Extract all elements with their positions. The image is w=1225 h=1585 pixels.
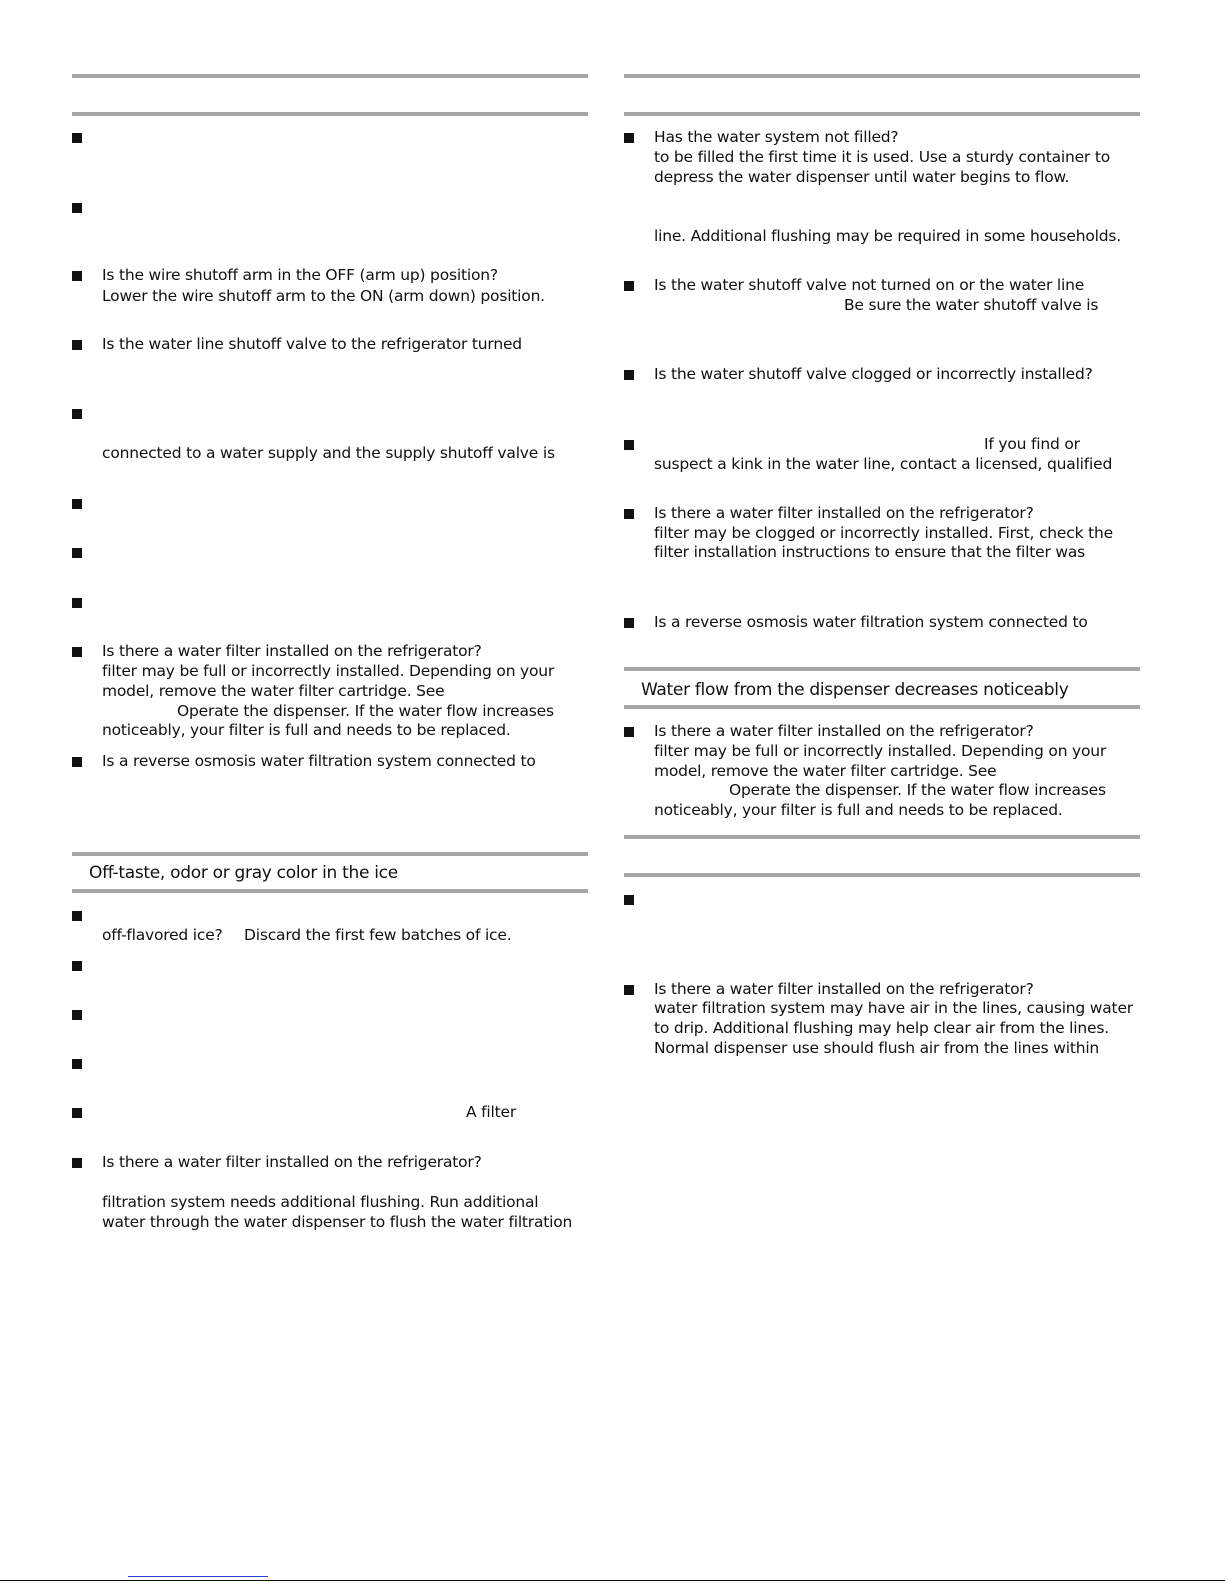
bullet-icon <box>72 271 82 281</box>
list-item-text: connected to a water supply and the supply shutoff valve is <box>102 444 555 462</box>
bullet-icon <box>72 1059 82 1069</box>
list-item-text: noticeably, your filter is full and needs to be replaced. <box>654 801 1063 819</box>
list-item-text: Is the water line shutoff valve to the refrigerator turned <box>102 335 522 353</box>
bullet-icon <box>72 499 82 509</box>
list-item-text: Is a reverse osmosis water filtration system connected to <box>102 752 536 770</box>
section-top-rule <box>624 667 1140 671</box>
bullet-icon <box>624 509 634 519</box>
list-item-text: Lower the wire shutoff arm to the ON (arm down) position. <box>102 287 545 305</box>
bullet-icon <box>624 618 634 628</box>
list-item-text: Is there a water filter installed on the refrigerator? <box>102 1153 482 1171</box>
section-bottom-rule <box>624 705 1140 709</box>
list-item-text: off-flavored ice? <box>102 926 223 944</box>
section-top-rule <box>624 835 1140 839</box>
list-item-text: filtration system needs additional flushing. Run additional <box>102 1193 539 1211</box>
bullet-icon <box>72 1158 82 1168</box>
bullet-icon <box>72 598 82 608</box>
bullet-icon <box>72 1010 82 1020</box>
section-bottom-rule <box>72 889 588 893</box>
list-item-text: Is a reverse osmosis water filtration system connected to <box>654 613 1088 631</box>
list-item-text: Has the water system not filled? <box>654 128 899 146</box>
list-item-text: Is the water shutoff valve not turned on or the water line <box>654 276 1085 294</box>
list-item-text: model, remove the water filter cartridge. See <box>102 682 445 700</box>
bullet-icon <box>72 647 82 657</box>
section-top-rule <box>72 852 588 856</box>
bullet-icon <box>624 281 634 291</box>
bullet-icon <box>72 340 82 350</box>
bullet-icon <box>72 757 82 767</box>
list-item-text: model, remove the water filter cartridge. See <box>654 762 997 780</box>
bullet-icon <box>624 727 634 737</box>
list-item-text: depress the water dispenser until water begins to flow. <box>654 168 1070 186</box>
list-item-text: to drip. Additional flushing may help clear air from the lines. <box>654 1019 1109 1037</box>
bullet-icon <box>624 895 634 905</box>
list-item-text: Is the wire shutoff arm in the OFF (arm up) position? <box>102 266 498 284</box>
section-bottom-rule <box>624 873 1140 877</box>
list-item-text: water through the water dispenser to flush the water filtration <box>102 1213 573 1231</box>
section-top-rule <box>624 74 1140 78</box>
list-item-text: to be filled the first time it is used. Use a sturdy container to <box>654 148 1110 166</box>
list-item-text: Operate the dispenser. If the water flow increases <box>729 781 1106 799</box>
section-title: Water flow from the dispenser decreases noticeably <box>641 680 1069 700</box>
bullet-icon <box>72 409 82 419</box>
list-item-text: filter installation instructions to ensure that the filter was <box>654 543 1086 561</box>
list-item-text: filter may be full or incorrectly installed. Depending on your <box>102 662 555 680</box>
bullet-icon <box>72 133 82 143</box>
bullet-icon <box>72 548 82 558</box>
bullet-icon <box>72 1108 82 1118</box>
list-item-text: water filtration system may have air in the lines, causing water <box>654 999 1133 1017</box>
section-bottom-rule <box>72 112 588 116</box>
bullet-icon <box>624 440 634 450</box>
list-item-text: A filter <box>466 1103 516 1121</box>
list-item-text: filter may be clogged or incorrectly installed. First, check the <box>654 524 1113 542</box>
bullet-icon <box>72 961 82 971</box>
list-item-text: Be sure the water shutoff valve is <box>844 296 1099 314</box>
footer-link-underline[interactable] <box>128 1576 268 1577</box>
list-item-text: Is there a water filter installed on the refrigerator? <box>102 642 482 660</box>
list-item-text: Is there a water filter installed on the refrigerator? <box>654 980 1034 998</box>
list-item-text: If you find or <box>984 435 1080 453</box>
section-top-rule <box>72 74 588 78</box>
list-item-text: filter may be full or incorrectly installed. Depending on your <box>654 742 1107 760</box>
list-item-text: suspect a kink in the water line, contact a licensed, qualified <box>654 455 1113 473</box>
list-item-text: Is there a water filter installed on the refrigerator? <box>654 504 1034 522</box>
page-bottom-rule <box>0 1580 1225 1581</box>
bullet-icon <box>72 203 82 213</box>
list-item-text: Discard the first few batches of ice. <box>244 926 512 944</box>
bullet-icon <box>624 985 634 995</box>
bullet-icon <box>72 911 82 921</box>
list-item-text: Normal dispenser use should flush air from the lines within <box>654 1039 1100 1057</box>
list-item-text: Is there a water filter installed on the refrigerator? <box>654 722 1034 740</box>
list-item-text: Operate the dispenser. If the water flow increases <box>177 702 554 720</box>
list-item-text: noticeably, your filter is full and needs to be replaced. <box>102 721 511 739</box>
list-item-text: line. Additional flushing may be required in some households. <box>654 227 1121 245</box>
bullet-icon <box>624 133 634 143</box>
list-item-text: Is the water shutoff valve clogged or incorrectly installed? <box>654 365 1093 383</box>
bullet-icon <box>624 370 634 380</box>
section-title: Off-taste, odor or gray color in the ice <box>89 863 398 883</box>
section-bottom-rule <box>624 112 1140 116</box>
